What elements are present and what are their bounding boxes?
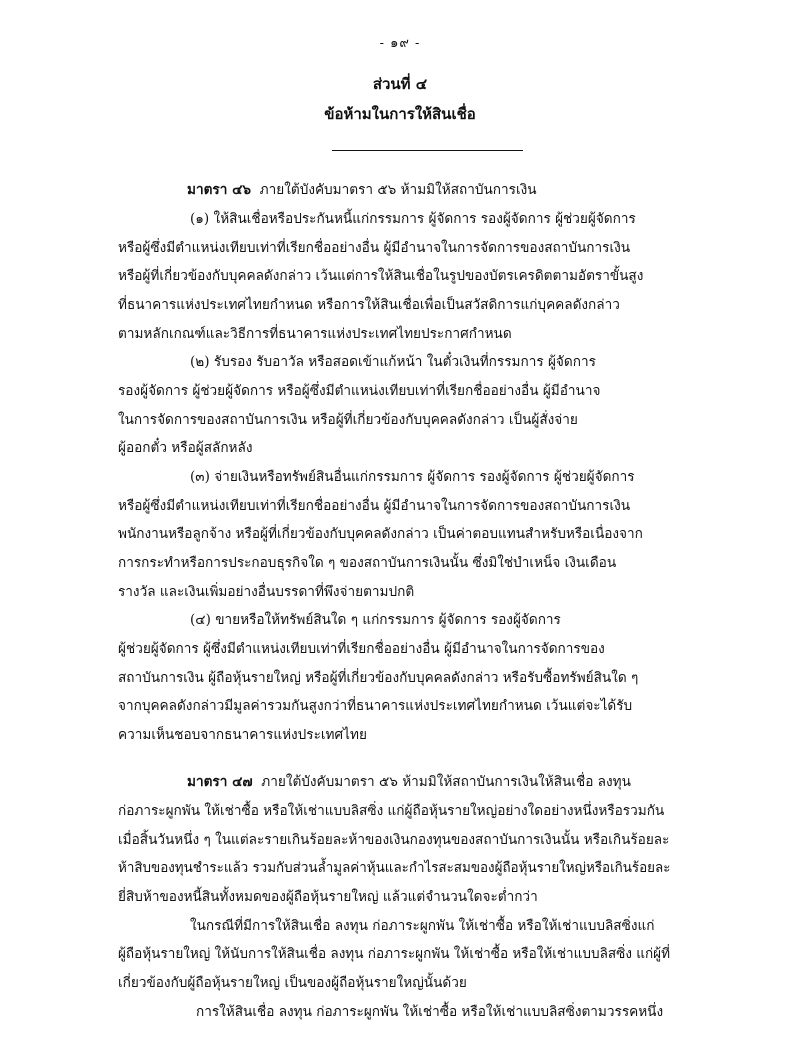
section-46-item-3-line: หรือผู้ซึ่งมีตำแหน่งเทียบเท่าที่เรียกชื่ออย่างอื่น ผู้มีอำนาจในการจัดการของสถาบันการเงิน	[118, 498, 631, 514]
section-47-para-2-line: ในกรณีที่มีการให้สินเชื่อ ลงทุน ก่อภาระผูกพัน ให้เช่าซื้อ หรือให้เช่าแบบลิสซิ่งแก่	[190, 918, 655, 934]
section-47-heading: มาตรา ๔๗	[187, 774, 253, 790]
section-46-item-2-line: (๒) รับรอง รับอาวัล หรือสอดเข้าแก้หน้า ในตั๋วเงินที่กรรมการ ผู้จัดการ	[190, 354, 596, 370]
part-title: ส่วนที่ ๔	[372, 75, 428, 93]
section-46-item-1-line: หรือผู้ซึ่งมีตำแหน่งเทียบเท่าที่เรียกชื่ออย่างอื่น ผู้มีอำนาจในการจัดการของสถาบันการเงิน	[118, 240, 631, 256]
section-46-item-4-line: จากบุคคลดังกล่าวมีมูลค่ารวมกันสูงกว่าที่ธนาคารแห่งประเทศไทยกำหนด เว้นแต่จะได้รับ	[118, 698, 633, 714]
section-46-heading: มาตรา ๔๖	[187, 182, 252, 198]
section-47-text: ภายใต้บังคับมาตรา ๕๖ ห้ามมิให้สถาบันการเงินให้สินเชื่อ ลงทุน	[261, 774, 631, 790]
section-46-item-3-line: รางวัล และเงินเพิ่มอย่างอื่นบรรดาที่พึงจ่ายตามปกติ	[118, 584, 415, 600]
section-47-para-1-line: ยี่สิบห้าของหนี้สินทั้งหมดของผู้ถือหุ้นรายใหญ่ แล้วแต่จำนวนใดจะต่ำกว่า	[118, 889, 538, 905]
section-46-item-1-line: ตามหลักเกณฑ์และวิธีการที่ธนาคารแห่งประเทศไทยประกาศกำหนด	[118, 326, 512, 342]
section-47-para-2-line: ผู้ถือหุ้นรายใหญ่ ให้นับการให้สินเชื่อ ลงทุน ก่อภาระผูกพัน ให้เช่าซื้อ หรือให้เช่าแบบลิสซิ่ง แก่ผู้ที่	[118, 946, 671, 962]
section-46-item-2-line: ผู้ออกตั๋ว หรือผู้สลักหลัง	[118, 440, 253, 456]
page-number: - ๑๙ -	[379, 36, 421, 51]
section-46-intro: ภายใต้บังคับมาตรา ๕๖ ห้ามมิให้สถาบันการเงิน	[259, 182, 537, 198]
section-46-item-4-line: (๔) ขายหรือให้ทรัพย์สินใด ๆ แก่กรรมการ ผู้จัดการ รองผู้จัดการ	[190, 612, 561, 628]
section-46-item-2-line: ในการจัดการของสถาบันการเงิน หรือผู้ที่เกี่ยวข้องกับบุคคลดังกล่าว เป็นผู้สั่งจ่าย	[118, 412, 578, 428]
section-46-item-1-line: หรือผู้ที่เกี่ยวข้องกับบุคคลดังกล่าว เว้นแต่การให้สินเชื่อในรูปของบัตรเครดิตตามอัตราขั้นสูง	[118, 268, 644, 284]
section-47-para-1-line: ห้าสิบของทุนชำระแล้ว รวมกับส่วนล้ำมูลค่าหุ้นและกำไรสะสมของผู้ถือหุ้นรายใหญ่หรือเกินร้อยละ	[118, 860, 671, 876]
section-47-first-line	[187, 776, 631, 790]
section-46-item-4-line: ความเห็นชอบจากธนาคารแห่งประเทศไทย	[118, 727, 367, 743]
section-46-item-1-line: (๑) ให้สินเชื่อหรือประกันหนี้แก่กรรมการ ผู้จัดการ รองผู้จัดการ ผู้ช่วยผู้จัดการ	[190, 211, 636, 227]
section-46-item-3-line: พนักงานหรือลูกจ้าง หรือผู้ที่เกี่ยวข้องกับบุคคลดังกล่าว เป็นค่าตอบแทนสำหรับหรือเนื่องจาก	[118, 526, 643, 542]
section-46-item-1-line: ที่ธนาคารแห่งประเทศไทยกำหนด หรือการให้สินเชื่อเพื่อเป็นสวัสดิการแก่บุคคลดังกล่าว	[118, 297, 620, 313]
section-46-item-4-line: สถาบันการเงิน ผู้ถือหุ้นรายใหญ่ หรือผู้ที่เกี่ยวข้องกับบุคคลดังกล่าว หรือรับซื้อทรัพย์สินใด ๆ	[118, 670, 639, 686]
section-47-para-2-line: เกี่ยวข้องกับผู้ถือหุ้นรายใหญ่ เป็นของผู้ถือหุ้นรายใหญ่นั้นด้วย	[118, 975, 467, 991]
section-47-para-3-line: การให้สินเชื่อ ลงทุน ก่อภาระผูกพัน ให้เช่าซื้อ หรือให้เช่าแบบลิสซิ่งตามวรรคหนึ่ง	[196, 1004, 664, 1020]
section-46-item-2-line: รองผู้จัดการ ผู้ช่วยผู้จัดการ หรือผู้ซึ่งมีตำแหน่งเทียบเท่าที่เรียกชื่ออย่างอื่น ผู้มีอำนาจ	[118, 383, 601, 399]
section-46-item-4-line: ผู้ช่วยผู้จัดการ ผู้ซึ่งมีตำแหน่งเทียบเท่าที่เรียกชื่ออย่างอื่น ผู้มีอำนาจในการจัดการของ	[118, 641, 605, 657]
section-46-item-3-line: การกระทำหรือการประกอบธุรกิจใด ๆ ของสถาบันการเงินนั้น ซึ่งมิใช่บำเหน็จ เงินเดือน	[118, 555, 617, 571]
section-47-para-1-line: เมื่อสิ้นวันหนึ่ง ๆ ในแต่ละรายเกินร้อยละห้าของเงินกองทุนของสถาบันการเงินนั้น หรือเกินร้อยละ	[118, 832, 670, 848]
part-subtitle: ข้อห้ามในการให้สินเชื่อ	[324, 105, 476, 123]
section-47-para-1-line: ก่อภาระผูกพัน ให้เช่าซื้อ หรือให้เช่าแบบลิสซิ่ง แก่ผู้ถือหุ้นรายใหญ่อย่างใดอย่างหนึ่งหรือรวมกัน	[118, 803, 665, 819]
section-46-item-3-line: (๓) จ่ายเงินหรือทรัพย์สินอื่นแก่กรรมการ ผู้จัดการ รองผู้จัดการ ผู้ช่วยผู้จัดการ	[190, 469, 635, 485]
section-46-first-line	[187, 184, 537, 198]
title-divider	[332, 150, 523, 151]
